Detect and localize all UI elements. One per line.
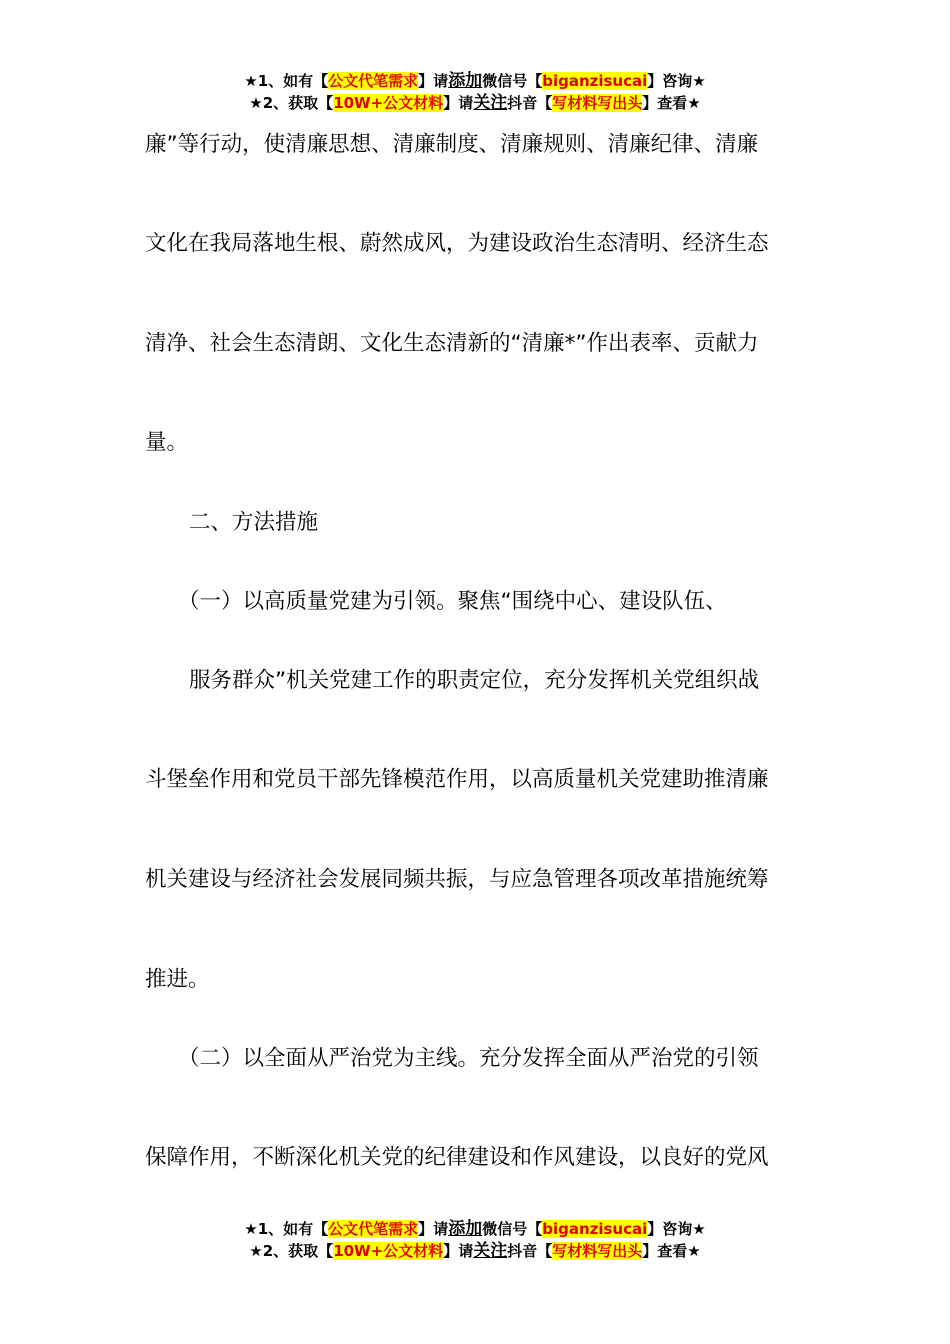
banner-highlight: 写材料写出头: [552, 1242, 643, 1260]
banner-highlight: biganzisucai: [542, 72, 648, 90]
banner-text: 】请: [418, 1220, 449, 1238]
banner-line-2: [0, 92, 950, 114]
banner-highlight: 公文代笔需求: [328, 72, 419, 90]
banner-text: 】咨询★: [647, 72, 706, 90]
banner-text: ★2、获取【: [249, 94, 334, 112]
banner-text: 微信号【: [482, 1220, 543, 1238]
banner-text: 微信号【: [482, 72, 543, 90]
banner-text: ★1、如有【: [244, 72, 329, 90]
banner-highlight: 写材料写出头: [552, 94, 643, 112]
body-line: 斗堡垒作用和党员干部先锋模范作用，以高质量机关党建助推清廉: [145, 767, 769, 792]
banner-highlight: 公文代笔需求: [328, 1220, 419, 1238]
body-line: 保障作用，不断深化机关党的纪律建设和作风建设，以良好的党风: [145, 1145, 769, 1170]
banner-emphasis: 关注: [473, 93, 508, 113]
body-line: （一）以高质量党建为引领。聚焦“围绕中心、建设队伍、: [178, 589, 727, 614]
bottom-banner: [0, 1218, 950, 1262]
body-line: （二）以全面从严治党为主线。充分发挥全面从严治党的引领: [178, 1046, 759, 1071]
banner-highlight: biganzisucai: [542, 1220, 648, 1238]
banner-text: 抖音【: [507, 94, 553, 112]
banner-text: ★2、获取【: [249, 1242, 334, 1260]
banner-highlight: 10W+公文材料: [333, 1242, 444, 1260]
banner-text: 】查看★: [642, 94, 701, 112]
banner-line-2: [0, 1240, 950, 1262]
section-heading: 二、方法措施: [189, 510, 319, 535]
body-line: 量。: [145, 430, 189, 455]
banner-text: 抖音【: [507, 1242, 553, 1260]
banner-emphasis: 关注: [473, 1241, 508, 1261]
banner-text: 】请: [443, 1242, 474, 1260]
banner-emphasis: 添加: [448, 1219, 483, 1239]
body-line: 机关建设与经济社会发展同频共振，与应急管理各项改革措施统筹: [145, 867, 769, 892]
top-banner: [0, 70, 950, 114]
banner-highlight: 10W+公文材料: [333, 94, 444, 112]
banner-text: ★1、如有【: [244, 1220, 329, 1238]
body-line: 文化在我局落地生根、蔚然成风，为建设政治生态清明、经济生态: [145, 231, 769, 256]
body-line: 服务群众”机关党建工作的职责定位，充分发挥机关党组织战: [189, 668, 760, 693]
body-line: 廉”等行动，使清廉思想、清廉制度、清廉规则、清廉纪律、清廉: [145, 132, 759, 157]
banner-text: 】请: [443, 94, 474, 112]
banner-text: 】查看★: [642, 1242, 701, 1260]
body-line: 推进。: [145, 967, 210, 992]
body-line: 清净、社会生态清朗、文化生态清新的“清廉*”作出表率、贡献力: [145, 331, 759, 356]
banner-line-1: [0, 70, 950, 92]
banner-text: 】咨询★: [647, 1220, 706, 1238]
banner-line-1: [0, 1218, 950, 1240]
banner-emphasis: 添加: [448, 71, 483, 91]
banner-text: 】请: [418, 72, 449, 90]
